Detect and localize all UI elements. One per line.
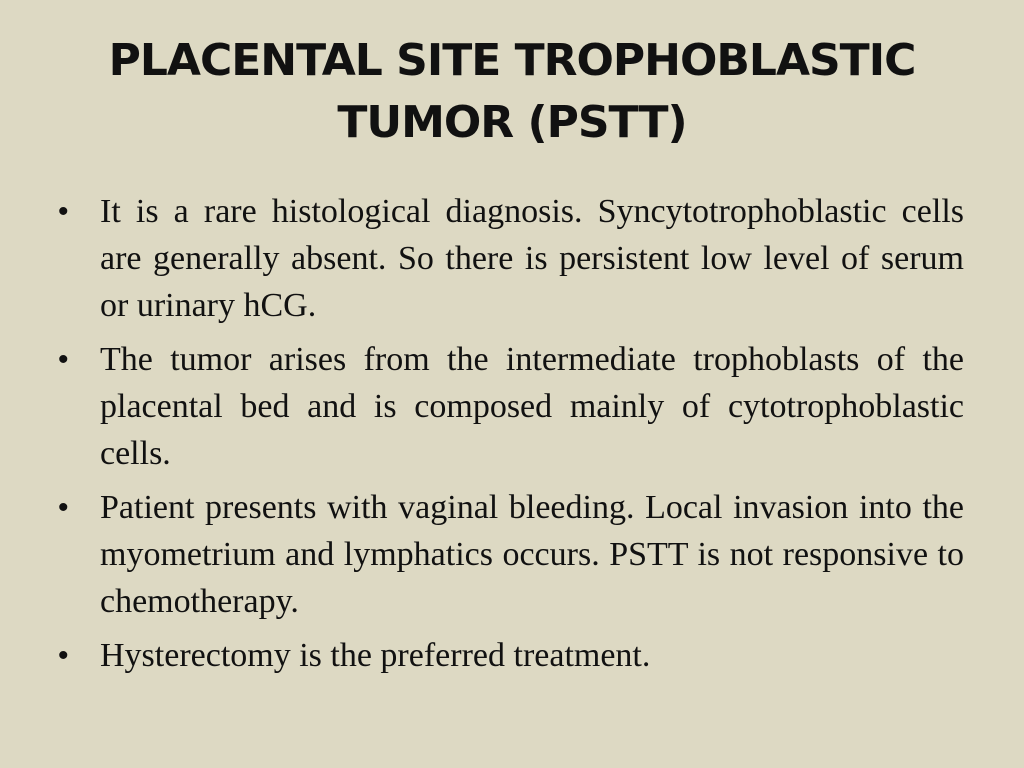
bullet-list bbox=[56, 188, 964, 686]
bullet-item-2 bbox=[56, 336, 964, 477]
bullet-item-4 bbox=[56, 632, 964, 679]
bullet-dot-icon: • bbox=[58, 491, 69, 524]
bullet-text: The tumor arises from the intermediate trophoblasts of the placental bed and is composed mainly of cytotrophoblastic cells. bbox=[100, 341, 964, 472]
bullet-text: Patient presents with vaginal bleeding. Local invasion into the myometrium and lymphatics occurs. PSTT is not responsive to chemotherapy. bbox=[100, 489, 964, 620]
slide-title-line-2: TUMOR (PSTT) bbox=[337, 97, 687, 148]
bullet-dot-icon: • bbox=[58, 639, 69, 672]
bullet-item-3 bbox=[56, 484, 964, 625]
bullet-text: It is a rare histological diagnosis. Syncytotrophoblastic cells are generally absent. So there is persistent low level of serum or urinary hCG. bbox=[100, 193, 964, 324]
bullet-dot-icon: • bbox=[58, 343, 69, 376]
bullet-item-1 bbox=[56, 188, 964, 329]
bullet-text: Hysterectomy is the preferred treatment. bbox=[100, 637, 651, 674]
slide-title bbox=[60, 30, 964, 154]
bullet-dot-icon: • bbox=[58, 195, 69, 228]
slide-title-line-1: PLACENTAL SITE TROPHOBLASTIC bbox=[108, 35, 916, 86]
